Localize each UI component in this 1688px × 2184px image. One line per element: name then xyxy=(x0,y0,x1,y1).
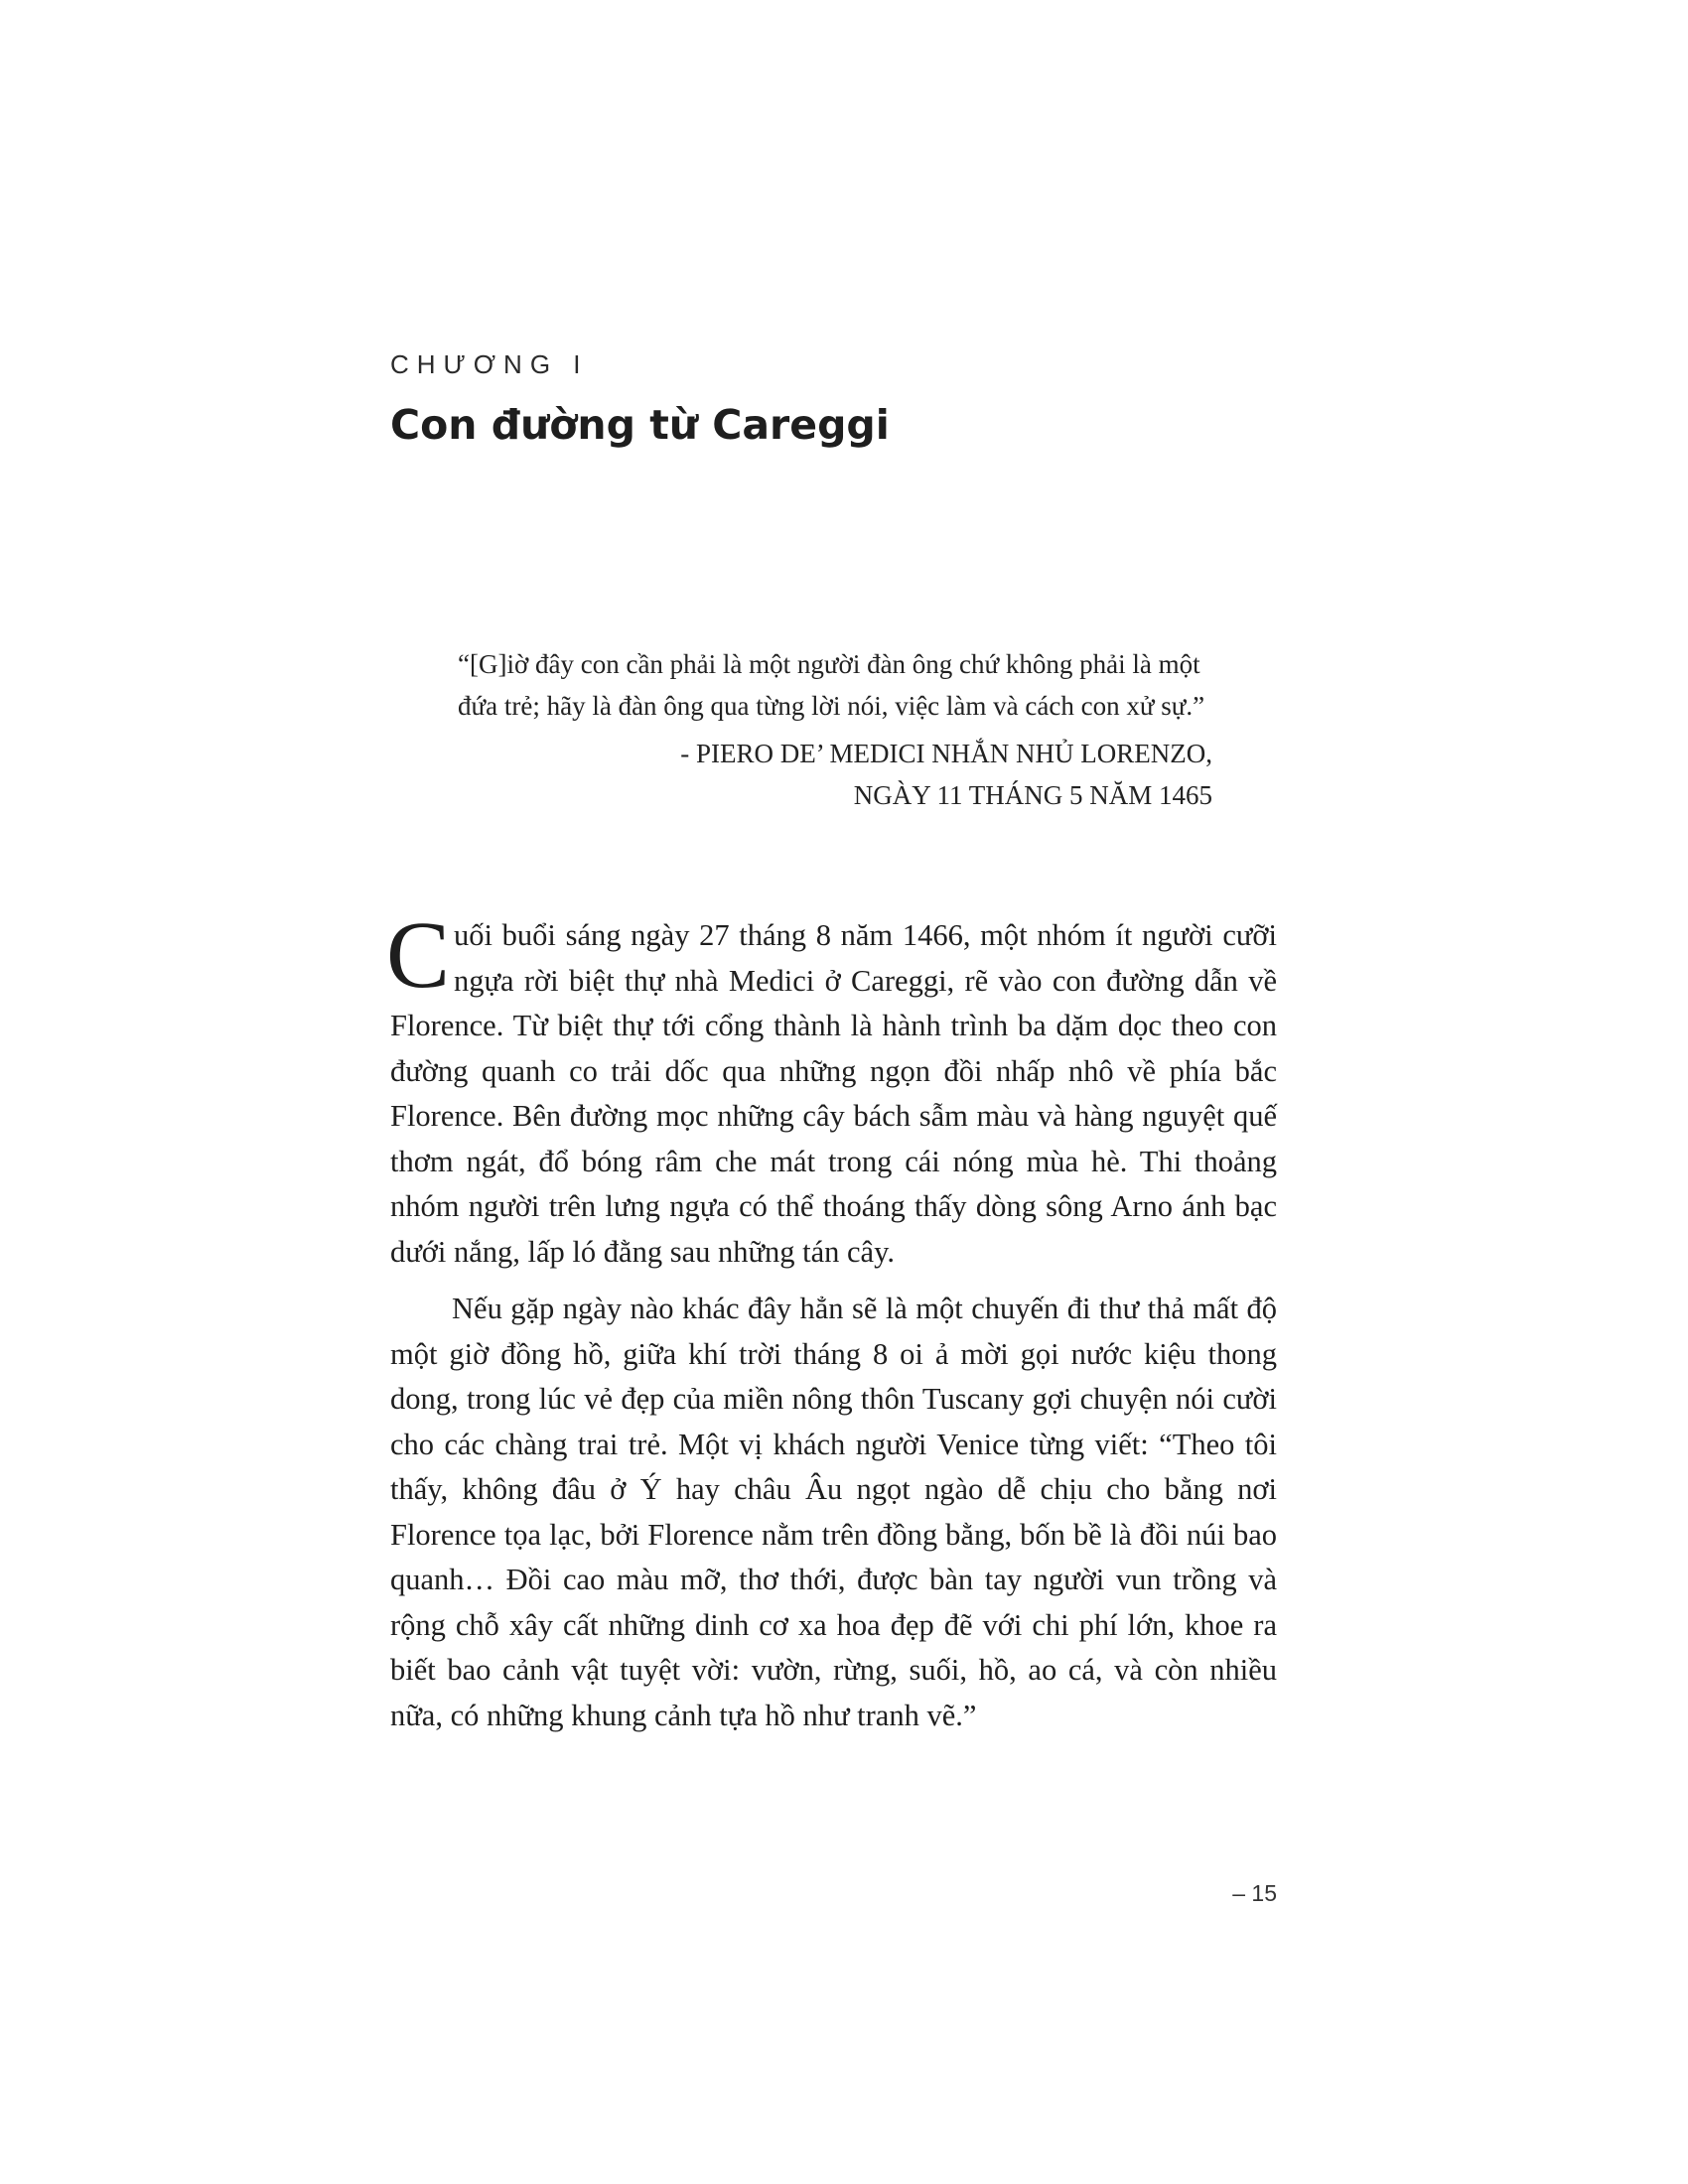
paragraph-1 xyxy=(386,901,1277,1275)
drop-cap: C xyxy=(386,901,451,1008)
epigraph-attribution xyxy=(458,733,1212,816)
paragraph-2: Nếu gặp ngày nào khác đây hẳn sẽ là một chuyến đi thư thả mất độ một giờ đồng hồ, giữa khí trời tháng 8 oi ả mời gọi nước kiệu thong dong, trong lúc vẻ đẹp của miền nông thôn Tuscany gợi chuyện nói cười cho các chàng trai trẻ. Một vị khách người Venice từng viết: “Theo tôi thấy, không đâu ở Ý hay châu Âu ngọt ngào dễ chịu cho bằng nơi Florence tọa lạc, bởi Florence nằm trên đồng bằng, bốn bề là đồi núi bao quanh… Đồi cao màu mỡ, thơ thới, được bàn tay người vun trồng và rộng chỗ xây cất những dinh cơ xa hoa đẹp đẽ với chi phí lớn, khoe ra biết bao cảnh vật tuyệt vời: vườn, rừng, suối, hồ, ao cá, và còn nhiều nữa, có những khung cảnh tựa hồ như tranh vẽ.” xyxy=(390,1292,1277,1732)
epigraph-quote: “[G]iờ đây con cần phải là một người đàn ông chứ không phải là một đứa trẻ; hãy là đàn ông qua từng lời nói, việc làm và cách con xử sự.” xyxy=(458,649,1205,721)
epigraph-attribution-line2: NGÀY 11 THÁNG 5 NĂM 1465 xyxy=(853,780,1212,810)
chapter-title: Con đường từ Careggi xyxy=(390,401,890,449)
paragraph-1-text: uối buổi sáng ngày 27 tháng 8 năm 1466, một nhóm ít người cưỡi ngựa rời biệt thự nhà Medici ở Careggi, rẽ vào con đường dẫn về Florence. Từ biệt thự tới cổng thành là hành trình ba dặm dọc theo con đường quanh co trải dốc qua những ngọn đồi nhấp nhô về phía bắc Florence. Bên đường mọc những cây bách sẫm màu và hàng nguyệt quế thơm ngát, đổ bóng râm che mát trong cái nóng mùa hè. Thi thoảng nhóm người trên lưng ngựa có thể thoáng thấy dòng sông Arno ánh bạc dưới nắng, lấp ló đằng sau những tán cây. xyxy=(390,918,1277,1269)
epigraph-attribution-line1: - PIERO DE’ MEDICI NHẮN NHỦ LORENZO, xyxy=(680,739,1212,768)
page-number: – 15 xyxy=(1232,1880,1277,1906)
epigraph xyxy=(458,643,1212,816)
body-text xyxy=(386,901,1277,1738)
chapter-label: CHƯƠNG I xyxy=(390,349,589,379)
